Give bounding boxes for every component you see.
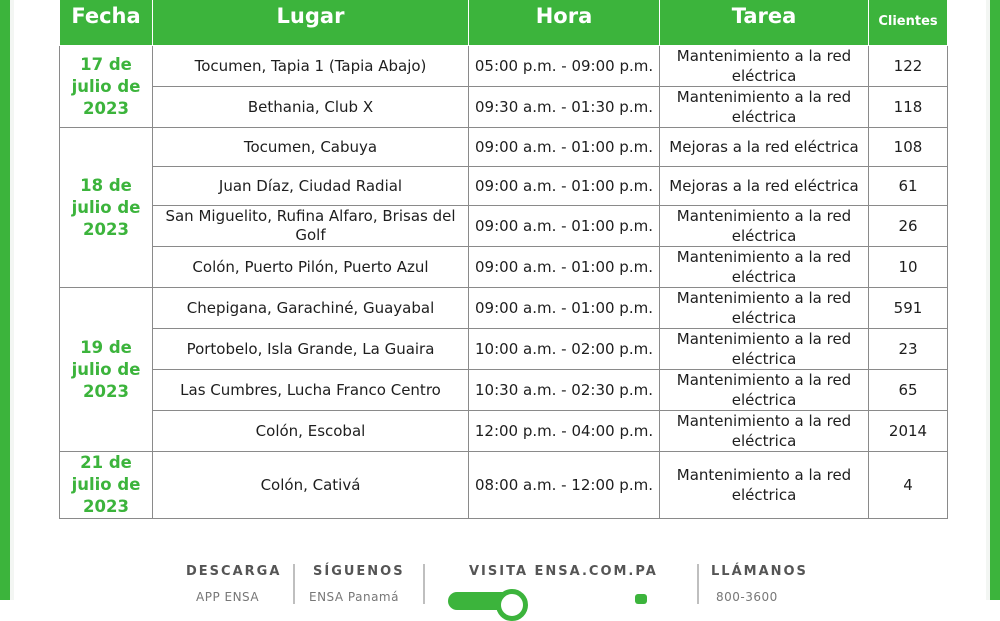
- tarea-cell: Mantenimiento a la red eléctrica: [660, 206, 869, 247]
- hora-cell: 09:00 a.m. - 01:00 p.m.: [469, 288, 660, 329]
- hora-cell: 09:30 a.m. - 01:30 p.m.: [469, 87, 660, 128]
- clientes-cell: 61: [869, 167, 948, 206]
- tarea-cell: Mejoras a la red eléctrica: [660, 128, 869, 167]
- lugar-cell: San Miguelito, Rufina Alfaro, Brisas del Golf: [153, 206, 469, 247]
- table-row: [60, 452, 948, 519]
- ensa-logo-ring: [496, 589, 528, 621]
- lugar-cell: Portobelo, Isla Grande, La Guaira: [153, 329, 469, 370]
- tarea-cell: Mantenimiento a la red eléctrica: [660, 411, 869, 452]
- header-lugar: Lugar: [153, 0, 469, 46]
- hora-cell: 05:00 p.m. - 09:00 p.m.: [469, 46, 660, 87]
- hora-cell: 09:00 a.m. - 01:00 p.m.: [469, 167, 660, 206]
- footer-visita-heading[interactable]: VISITA ENSA.COM.PA: [469, 564, 658, 579]
- table-row: [60, 247, 948, 288]
- tarea-cell: Mantenimiento a la red eléctrica: [660, 247, 869, 288]
- header-row: [60, 0, 948, 46]
- footer-descarga-sub[interactable]: APP ENSA: [196, 590, 260, 604]
- lugar-cell: Colón, Cativá: [153, 452, 469, 519]
- table-header: [60, 0, 948, 46]
- hora-cell: 09:00 a.m. - 01:00 p.m.: [469, 247, 660, 288]
- clientes-cell: 26: [869, 206, 948, 247]
- footer-siguenos-heading: SÍGUENOS: [313, 564, 405, 579]
- right-border-shadow: [986, 0, 990, 600]
- table-row: [60, 329, 948, 370]
- clientes-cell: 108: [869, 128, 948, 167]
- lugar-cell: Tocumen, Tapia 1 (Tapia Abajo): [153, 46, 469, 87]
- outage-schedule-table: [59, 0, 948, 519]
- table-row: [60, 370, 948, 411]
- date-cell: 18 de julio de 2023: [60, 128, 153, 288]
- clientes-cell: 10: [869, 247, 948, 288]
- header-fecha: Fecha: [60, 0, 153, 46]
- lugar-cell: Las Cumbres, Lucha Franco Centro: [153, 370, 469, 411]
- tarea-cell: Mejoras a la red eléctrica: [660, 167, 869, 206]
- clientes-cell: 591: [869, 288, 948, 329]
- clientes-cell: 2014: [869, 411, 948, 452]
- tarea-cell: Mantenimiento a la red eléctrica: [660, 46, 869, 87]
- hora-cell: 08:00 a.m. - 12:00 p.m.: [469, 452, 660, 519]
- table-row: [60, 411, 948, 452]
- tarea-cell: Mantenimiento a la red eléctrica: [660, 87, 869, 128]
- clientes-cell: 65: [869, 370, 948, 411]
- clientes-cell: 122: [869, 46, 948, 87]
- table-row: [60, 87, 948, 128]
- lugar-cell: Colón, Escobal: [153, 411, 469, 452]
- hora-cell: 10:30 a.m. - 02:30 p.m.: [469, 370, 660, 411]
- footer-divider: [423, 564, 425, 604]
- tarea-cell: Mantenimiento a la red eléctrica: [660, 288, 869, 329]
- date-cell: 17 de julio de 2023: [60, 46, 153, 128]
- tarea-cell: Mantenimiento a la red eléctrica: [660, 370, 869, 411]
- lugar-cell: Juan Díaz, Ciudad Radial: [153, 167, 469, 206]
- tarea-cell: Mantenimiento a la red eléctrica: [660, 452, 869, 519]
- footer-llamanos-sub[interactable]: 800-3600: [716, 590, 778, 604]
- table-row: [60, 46, 948, 87]
- header-tarea: Tarea: [660, 0, 869, 46]
- hora-cell: 09:00 a.m. - 01:00 p.m.: [469, 128, 660, 167]
- table-row: [60, 167, 948, 206]
- table-row: [60, 288, 948, 329]
- date-cell: 19 de julio de 2023: [60, 288, 153, 452]
- date-cell: 21 de julio de 2023: [60, 452, 153, 519]
- table-row: [60, 128, 948, 167]
- header-hora: Hora: [469, 0, 660, 46]
- header-clientes: Clientes: [869, 0, 948, 46]
- footer-divider: [697, 564, 699, 604]
- hora-cell: 10:00 a.m. - 02:00 p.m.: [469, 329, 660, 370]
- footer-siguenos-sub[interactable]: ENSA Panamá: [309, 590, 399, 604]
- footer-llamanos-heading: LLÁMANOS: [711, 564, 808, 579]
- ensa-logo-mark: [635, 594, 647, 604]
- left-green-border: [0, 0, 10, 600]
- left-border-shadow: [10, 0, 14, 600]
- right-green-border: [990, 0, 1000, 600]
- table-row: [60, 206, 948, 247]
- table-body: [60, 46, 948, 519]
- footer-descarga-heading: DESCARGA: [186, 564, 282, 579]
- lugar-cell: Colón, Puerto Pilón, Puerto Azul: [153, 247, 469, 288]
- clientes-cell: 4: [869, 452, 948, 519]
- lugar-cell: Chepigana, Garachiné, Guayabal: [153, 288, 469, 329]
- hora-cell: 09:00 a.m. - 01:00 p.m.: [469, 206, 660, 247]
- footer-divider: [293, 564, 295, 604]
- lugar-cell: Bethania, Club X: [153, 87, 469, 128]
- clientes-cell: 23: [869, 329, 948, 370]
- clientes-cell: 118: [869, 87, 948, 128]
- tarea-cell: Mantenimiento a la red eléctrica: [660, 329, 869, 370]
- hora-cell: 12:00 p.m. - 04:00 p.m.: [469, 411, 660, 452]
- lugar-cell: Tocumen, Cabuya: [153, 128, 469, 167]
